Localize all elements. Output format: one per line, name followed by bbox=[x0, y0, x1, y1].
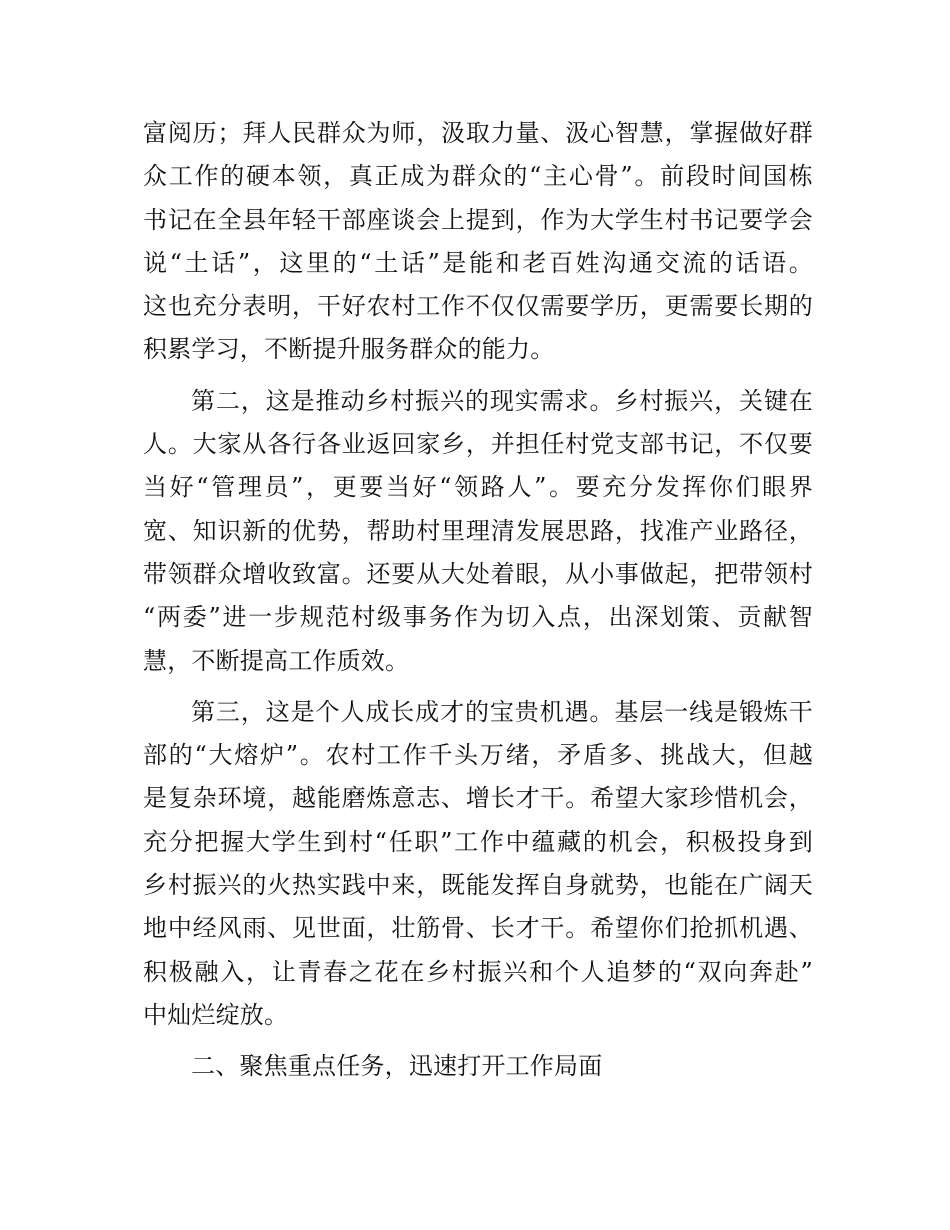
document-body bbox=[143, 112, 813, 1097]
text-line: 这也充分表明，干好农村工作不仅仅需要学历，更需要长期的 bbox=[143, 292, 813, 321]
text-line: “两委”进一步规范村级事务作为切入点，出深划策、贡献智 bbox=[143, 603, 813, 632]
heading-text: 二、聚焦重点任务，迅速打开工作局面 bbox=[191, 1052, 603, 1081]
text-line: 人。大家从各行各业返回家乡，并担任村党支部书记，不仅要 bbox=[143, 430, 813, 459]
text-line: 慧，不断提高工作质效。 bbox=[143, 646, 410, 675]
section-heading bbox=[143, 1045, 813, 1088]
paragraph-2 bbox=[143, 380, 813, 683]
text-line: 充分把握大学生到村“任职”工作中蕴藏的机会，积极投身到 bbox=[143, 827, 813, 856]
text-line: 积极融入，让青春之花在乡村振兴和个人追梦的“双向奔赴” bbox=[143, 957, 813, 986]
paragraph-3 bbox=[143, 691, 813, 1037]
text-line: 富阅历；拜人民群众为师，汲取力量、汲心智慧，掌握做好群 bbox=[143, 119, 813, 147]
paragraph-1 bbox=[143, 112, 813, 372]
text-line: 带领群众增收致富。还要从大处着眼，从小事做起，把带领村 bbox=[143, 559, 813, 588]
text-line: 当好“管理员”，更要当好“领路人”。要充分发挥你们眼界 bbox=[143, 473, 813, 502]
text-line: 说“土话”，这里的“土话”是能和老百姓沟通交流的话语。 bbox=[143, 248, 813, 277]
text-line: 第二，这是推动乡村振兴的现实需求。乡村振兴，关键在 bbox=[191, 386, 813, 415]
text-line: 积累学习，不断提升服务群众的能力。 bbox=[143, 335, 555, 364]
text-line: 部的“大熔炉”。农村工作千头万绪，矛盾多、挑战大，但越 bbox=[143, 741, 813, 770]
text-line: 是复杂环境，越能磨炼意志、增长才干。希望大家珍惜机会， bbox=[143, 784, 813, 813]
text-line: 众工作的硬本领，真正成为群众的“主心骨”。前段时间国栋 bbox=[143, 162, 813, 191]
text-line: 第三，这是个人成长成才的宝贵机遇。基层一线是锻炼干 bbox=[191, 697, 813, 726]
text-line: 宽、知识新的优势，帮助村里理清发展思路，找准产业路径， bbox=[143, 516, 813, 545]
text-line: 中灿烂绽放。 bbox=[143, 1000, 289, 1029]
text-line: 乡村振兴的火热实践中来，既能发挥自身就势，也能在广阔天 bbox=[143, 871, 813, 900]
text-line: 书记在全县年轻干部座谈会上提到，作为大学生村书记要学会 bbox=[143, 205, 813, 234]
text-line: 地中经风雨、见世面，壮筋骨、长才干。希望你们抢抓机遇、 bbox=[143, 914, 813, 943]
